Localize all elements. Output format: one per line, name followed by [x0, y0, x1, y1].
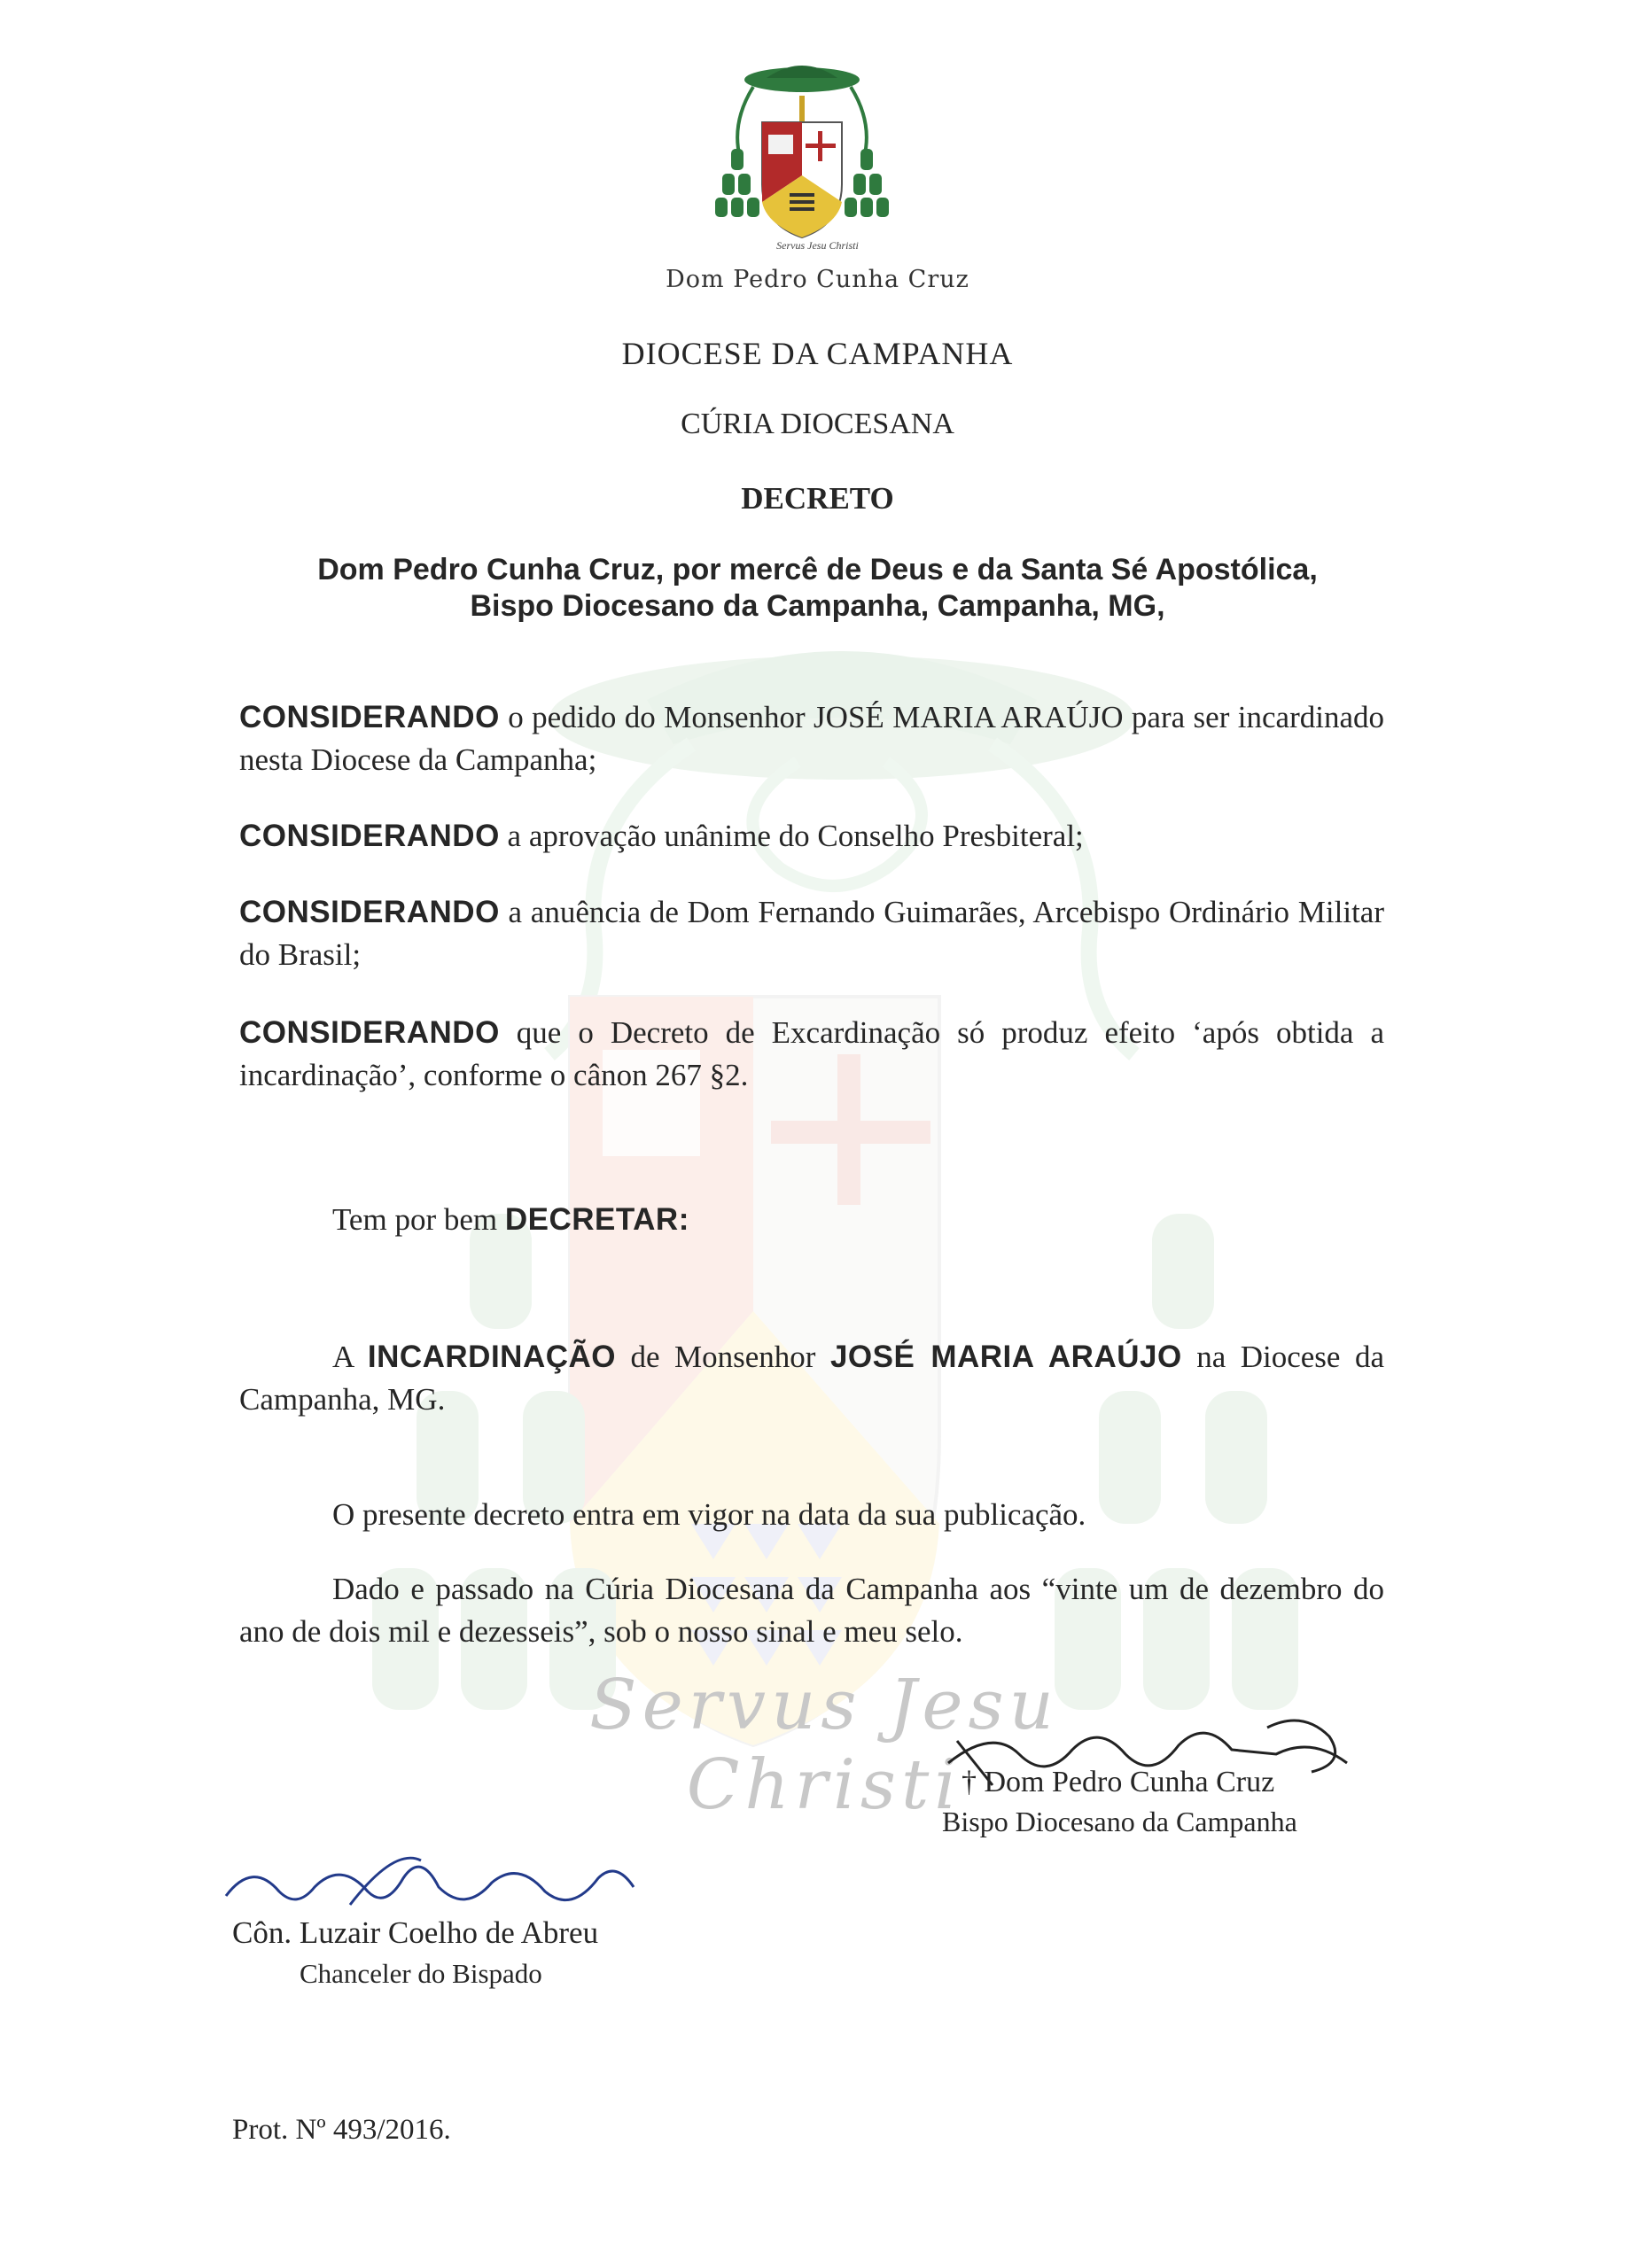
incard-text-3: na Diocese da Campanha, MG.: [239, 1340, 1384, 1417]
considerando-text: que o Decreto de Excardinação só produz efeito ‘após obtida a incardinação’, conforme o cânon 267 §2.: [239, 1015, 1384, 1092]
document-type: DECRETO: [741, 481, 894, 516]
incard-text-2: de Monsenhor: [616, 1340, 830, 1374]
dado-paragraph: Dado e passado na Cúria Diocesana da Campanha aos “vinte um de dezembro do ano de dois mil e dezesseis”, sob o nosso sinal e meu selo.: [239, 1572, 1384, 1649]
considerando-keyword: CONSIDERANDO: [239, 895, 500, 929]
considerando-3: [239, 891, 1384, 976]
considerando-1: [239, 696, 1384, 781]
intro-line-2: Bispo Diocesano da Campanha, Campanha, MG,: [470, 589, 1165, 623]
protocol-number: Prot. Nº 493/2016.: [232, 2114, 451, 2146]
chancellor-signature: [217, 1843, 642, 1922]
diocese-title: DIOCESE DA CAMPANHA: [621, 336, 1014, 371]
decretar-prefix: Tem por bem: [332, 1202, 505, 1237]
chancellor-name: Côn. Luzair Coelho de Abreu: [232, 1915, 599, 1950]
motto-watermark-text: Servus Jesu Christi: [589, 1666, 1059, 1825]
bishop-title: Bispo Diocesano da Campanha: [942, 1806, 1297, 1837]
chancellor-title: Chanceler do Bispado: [300, 1958, 542, 1989]
considerando-text: a anuência de Dom Fernando Guimarães, Arcebispo Ordinário Militar do Brasil;: [239, 895, 1384, 972]
considerando-keyword: CONSIDERANDO: [239, 700, 500, 734]
intro-line-1: Dom Pedro Cunha Cruz, por mercê de Deus e da Santa Sé Apostólica,: [317, 553, 1318, 586]
incard-person: JOSÉ MARIA ARAÚJO: [829, 1340, 1182, 1374]
considerando-4: [239, 1012, 1384, 1097]
decretar-line: [332, 1202, 689, 1238]
bishop-name: † Dom Pedro Cunha Cruz: [962, 1766, 1275, 1798]
considerando-keyword: CONSIDERANDO: [239, 1015, 500, 1050]
incard-text-1: A: [332, 1340, 368, 1374]
incardination-paragraph: [239, 1336, 1384, 1421]
vigor-paragraph: O presente decreto entra em vigor na data da sua publicação.: [332, 1497, 1086, 1532]
decretar-keyword: DECRETAR:: [504, 1202, 689, 1237]
considerando-text: o pedido do Monsenhor JOSÉ MARIA ARAÚJO para ser incardinado nesta Diocese da Campanha;: [239, 700, 1384, 777]
curia-title: CÚRIA DIOCESANA: [681, 408, 954, 440]
incard-keyword: INCARDINAÇÃO: [367, 1340, 616, 1374]
crest-motto: Servus Jesu Christi: [776, 239, 859, 252]
considerando-2: [239, 815, 1384, 858]
considerando-text: a aprovação unânime do Conselho Presbiteral;: [499, 819, 1084, 853]
considerando-keyword: CONSIDERANDO: [239, 819, 500, 853]
crest-name: Dom Pedro Cunha Cruz: [666, 266, 969, 293]
bishop-crest: [713, 60, 891, 255]
